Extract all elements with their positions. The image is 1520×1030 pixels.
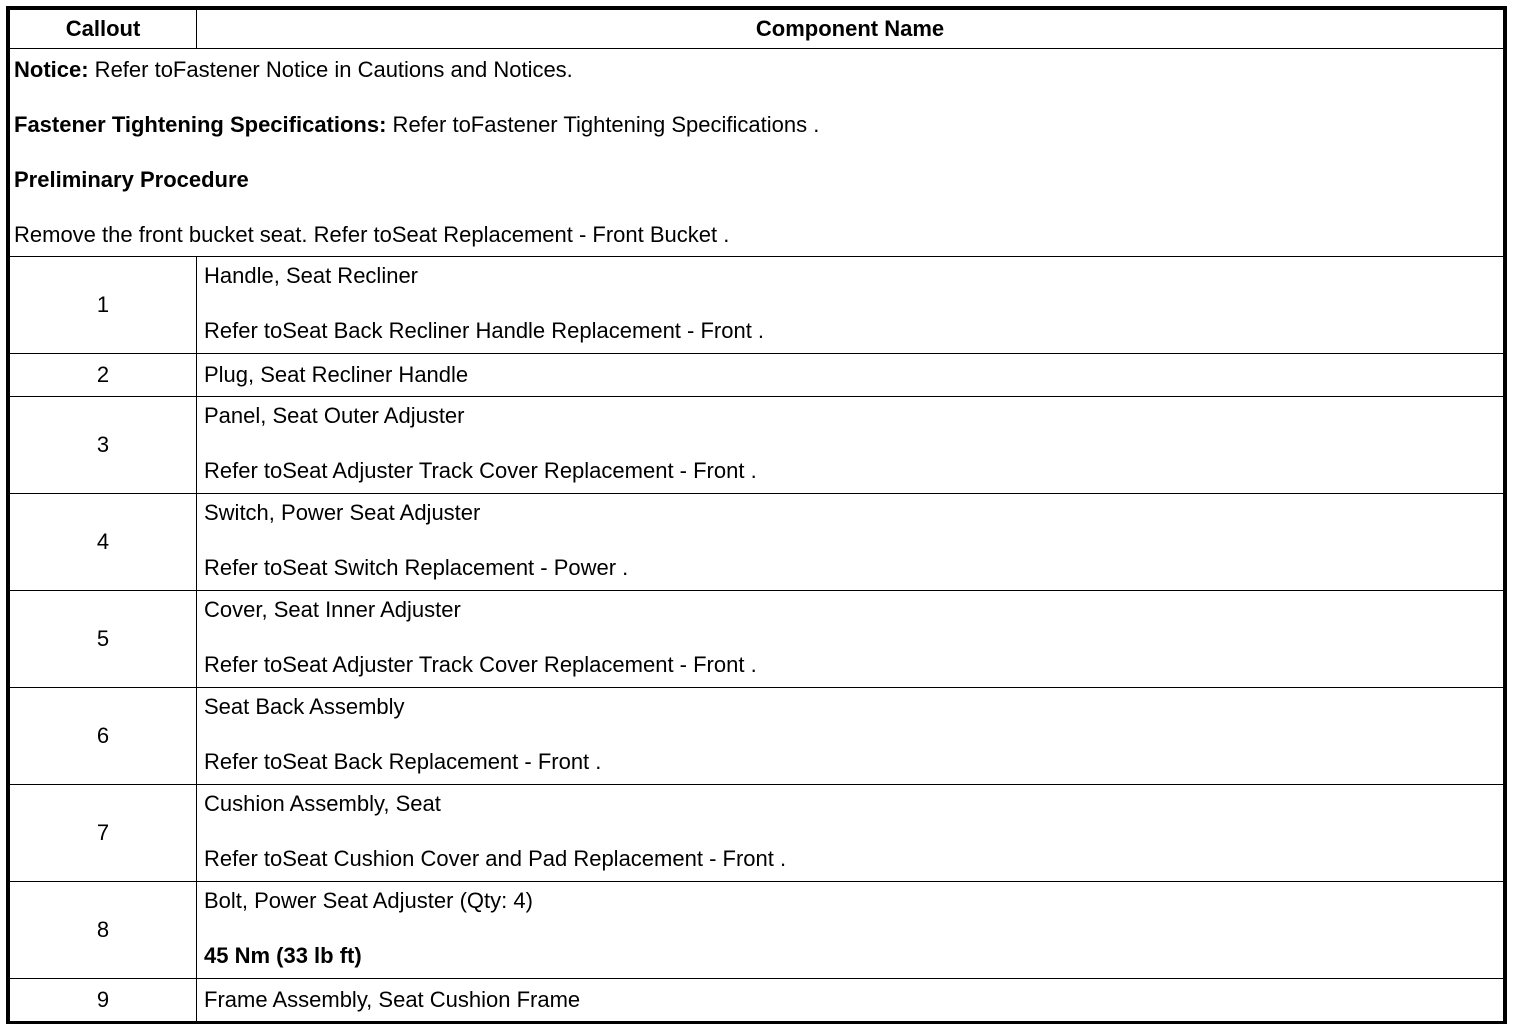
component-reference: Refer toSeat Back Recliner Handle Replacement - Front . bbox=[204, 318, 765, 343]
notice-line bbox=[14, 57, 1499, 83]
fastener-line bbox=[14, 112, 1499, 138]
table-row bbox=[10, 688, 1504, 785]
torque-spec: 45 Nm (33 lb ft) bbox=[204, 943, 362, 968]
callout-cell: 6 bbox=[10, 688, 197, 785]
table-row bbox=[10, 591, 1504, 688]
component-cell bbox=[197, 785, 1504, 882]
component-name: Plug, Seat Recliner Handle bbox=[204, 362, 469, 387]
table-row bbox=[10, 354, 1504, 397]
component-reference: Refer toSeat Adjuster Track Cover Replacement - Front . bbox=[204, 458, 757, 483]
table-row bbox=[10, 882, 1504, 979]
table-row bbox=[10, 397, 1504, 494]
component-reference: Refer toSeat Adjuster Track Cover Replacement - Front . bbox=[204, 652, 757, 677]
component-cell bbox=[197, 979, 1504, 1022]
header-callout: Callout bbox=[10, 10, 197, 49]
component-name: Panel, Seat Outer Adjuster bbox=[204, 403, 465, 428]
component-name: Bolt, Power Seat Adjuster (Qty: 4) bbox=[204, 888, 533, 913]
callout-cell: 2 bbox=[10, 354, 197, 397]
component-name: Handle, Seat Recliner bbox=[204, 263, 419, 288]
table-row bbox=[10, 494, 1504, 591]
intro-cell bbox=[10, 49, 1504, 257]
notice-label: Notice: bbox=[14, 57, 89, 82]
component-cell bbox=[197, 354, 1504, 397]
component-cell bbox=[197, 397, 1504, 494]
component-name: Seat Back Assembly bbox=[204, 694, 405, 719]
component-name: Switch, Power Seat Adjuster bbox=[204, 500, 481, 525]
intro-row bbox=[10, 49, 1504, 257]
component-cell bbox=[197, 257, 1504, 354]
component-table-container bbox=[6, 6, 1507, 1024]
component-table bbox=[9, 9, 1504, 1022]
callout-cell: 9 bbox=[10, 979, 197, 1022]
callout-cell: 4 bbox=[10, 494, 197, 591]
component-reference: Refer toSeat Switch Replacement - Power . bbox=[204, 555, 629, 580]
component-name: Cushion Assembly, Seat bbox=[204, 791, 441, 816]
fastener-label: Fastener Tightening Specifications: bbox=[14, 112, 387, 137]
table-header-row bbox=[10, 10, 1504, 49]
table-row bbox=[10, 979, 1504, 1022]
component-name: Frame Assembly, Seat Cushion Frame bbox=[204, 987, 581, 1012]
preliminary-text: Remove the front bucket seat. Refer toSeat Replacement - Front Bucket . bbox=[14, 222, 730, 247]
callout-cell: 8 bbox=[10, 882, 197, 979]
fastener-text: Refer toFastener Tightening Specifications . bbox=[386, 112, 820, 137]
component-name: Cover, Seat Inner Adjuster bbox=[204, 597, 461, 622]
callout-cell: 1 bbox=[10, 257, 197, 354]
component-cell bbox=[197, 494, 1504, 591]
component-cell bbox=[197, 688, 1504, 785]
preliminary-heading: Preliminary Procedure bbox=[14, 167, 249, 192]
component-cell bbox=[197, 591, 1504, 688]
callout-cell: 7 bbox=[10, 785, 197, 882]
component-reference: Refer toSeat Cushion Cover and Pad Replacement - Front . bbox=[204, 846, 787, 871]
callout-cell: 3 bbox=[10, 397, 197, 494]
header-component-name: Component Name bbox=[197, 10, 1504, 49]
notice-text: Refer toFastener Notice in Cautions and Notices. bbox=[88, 57, 573, 82]
component-cell bbox=[197, 882, 1504, 979]
component-reference: Refer toSeat Back Replacement - Front . bbox=[204, 749, 602, 774]
table-row bbox=[10, 257, 1504, 354]
callout-cell: 5 bbox=[10, 591, 197, 688]
table-row bbox=[10, 785, 1504, 882]
